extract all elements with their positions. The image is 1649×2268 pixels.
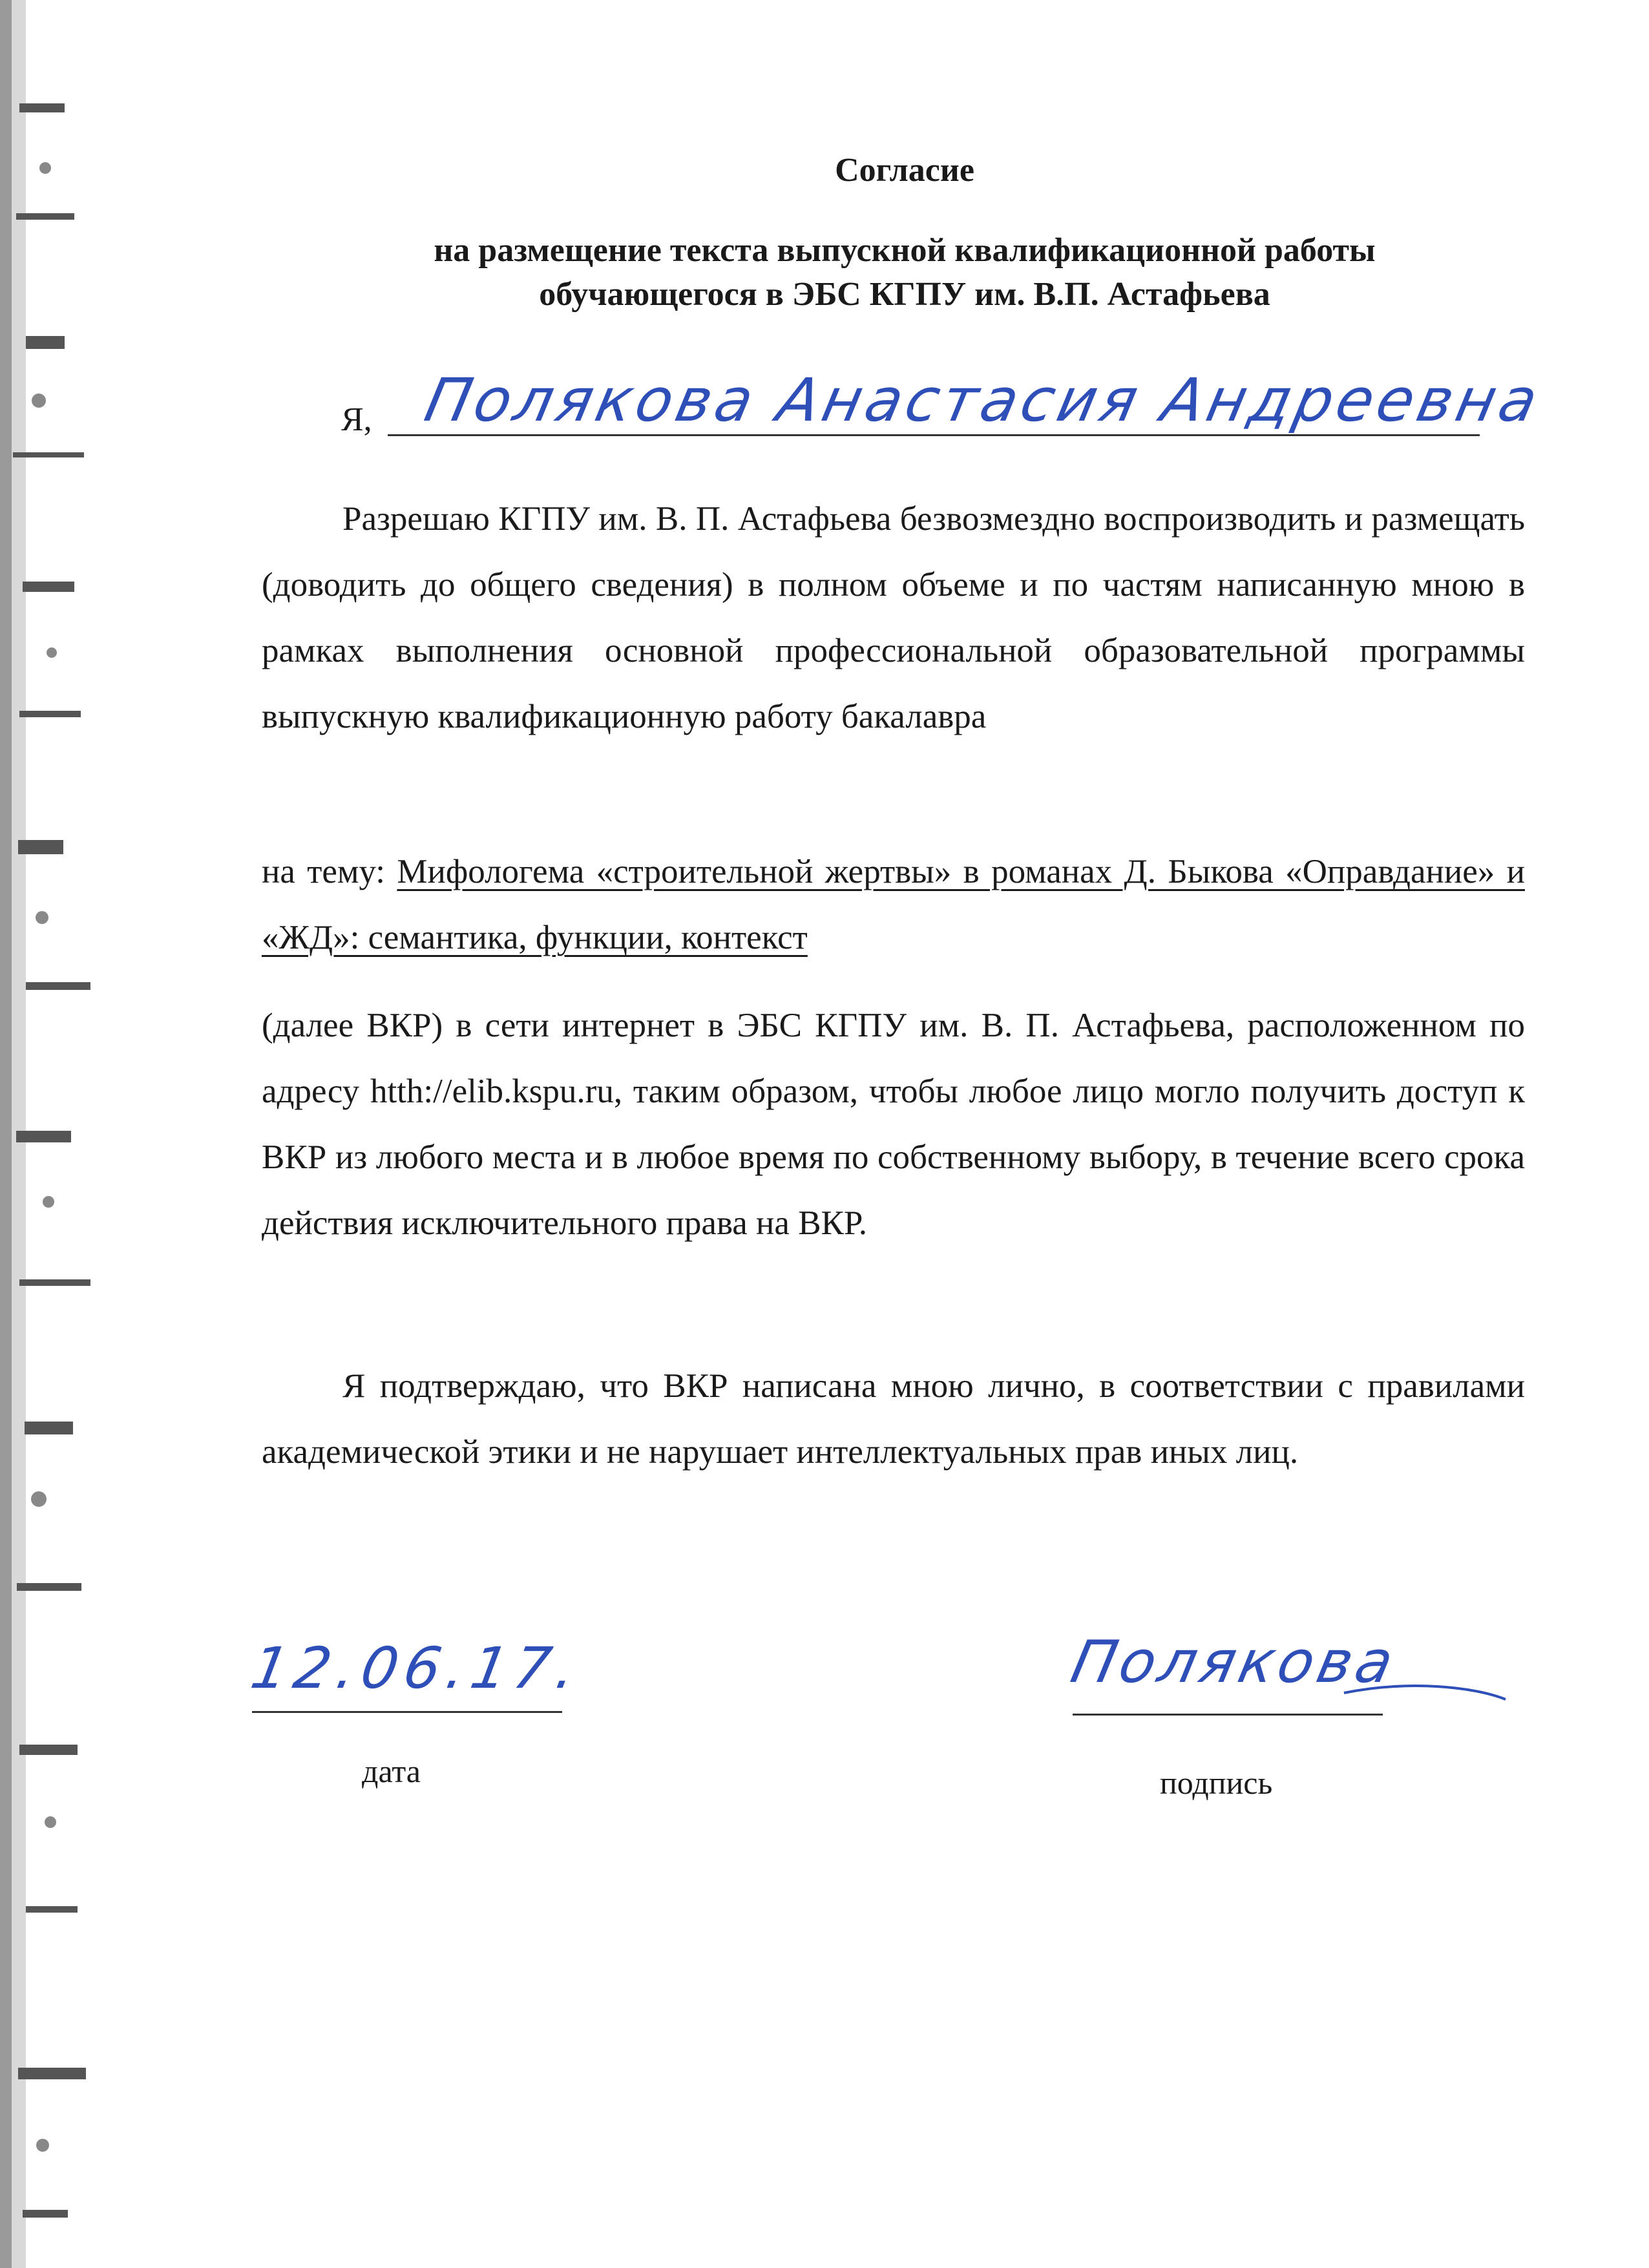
- signature-underline: [1073, 1714, 1383, 1716]
- confirmation-paragraph: Я подтверждаю, что ВКР написана мною лично, в соответствии с правилами академической этики и не нарушает интеллектуальных прав иных лиц.: [262, 1367, 1525, 1471]
- document-title: Согласие: [835, 152, 974, 189]
- handwritten-signature: Полякова: [1065, 1628, 1403, 1696]
- date-underline: [252, 1711, 562, 1713]
- permission-paragraph: Разрешаю КГПУ им. В. П. Астафьева безвозмездно воспроизводить и размещать (доводить до общего сведения) в полном объеме и по частям написанную мною в рамках выполнения основной профессиональной образовательной программы выпускную квалификационную работу бакалавра: [262, 500, 1525, 735]
- topic-prefix: на тему:: [262, 853, 386, 890]
- name-prefix: Я,: [341, 401, 372, 438]
- name-underline: [388, 434, 1480, 436]
- signature-caption: подпись: [1160, 1765, 1273, 1801]
- publication-terms-paragraph: (далее ВКР) в сети интернет в ЭБС КГПУ им. В. П. Астафьева, расположенном по адресу htth://elib.kspu.ru, таким образом, чтобы любое лицо могло получить доступ к ВКР из любого места и в любое время по собственному выбору, в течение всего срока действия исключительного права на ВКР.: [262, 1007, 1525, 1242]
- document-subtitle-line-1: на размещение текста выпускной квалификационной работы: [434, 232, 1376, 269]
- thesis-topic: Мифологема «строительной жертвы» в романах Д. Быкова «Оправдание» и «ЖД»: семантика, функции, контекст: [262, 853, 1526, 956]
- date-caption: дата: [362, 1753, 421, 1789]
- topic-paragraph: [262, 839, 1525, 971]
- handwritten-full-name: Полякова Анастасия Андреевна: [419, 366, 1548, 435]
- handwritten-date: 12.06.17.: [246, 1635, 587, 1701]
- signature-swash: [1073, 1654, 1512, 1732]
- document-subtitle-line-2: обучающегося в ЭБС КГПУ им. В.П. Астафьева: [539, 276, 1270, 313]
- scan-edge-noise: [0, 0, 97, 2268]
